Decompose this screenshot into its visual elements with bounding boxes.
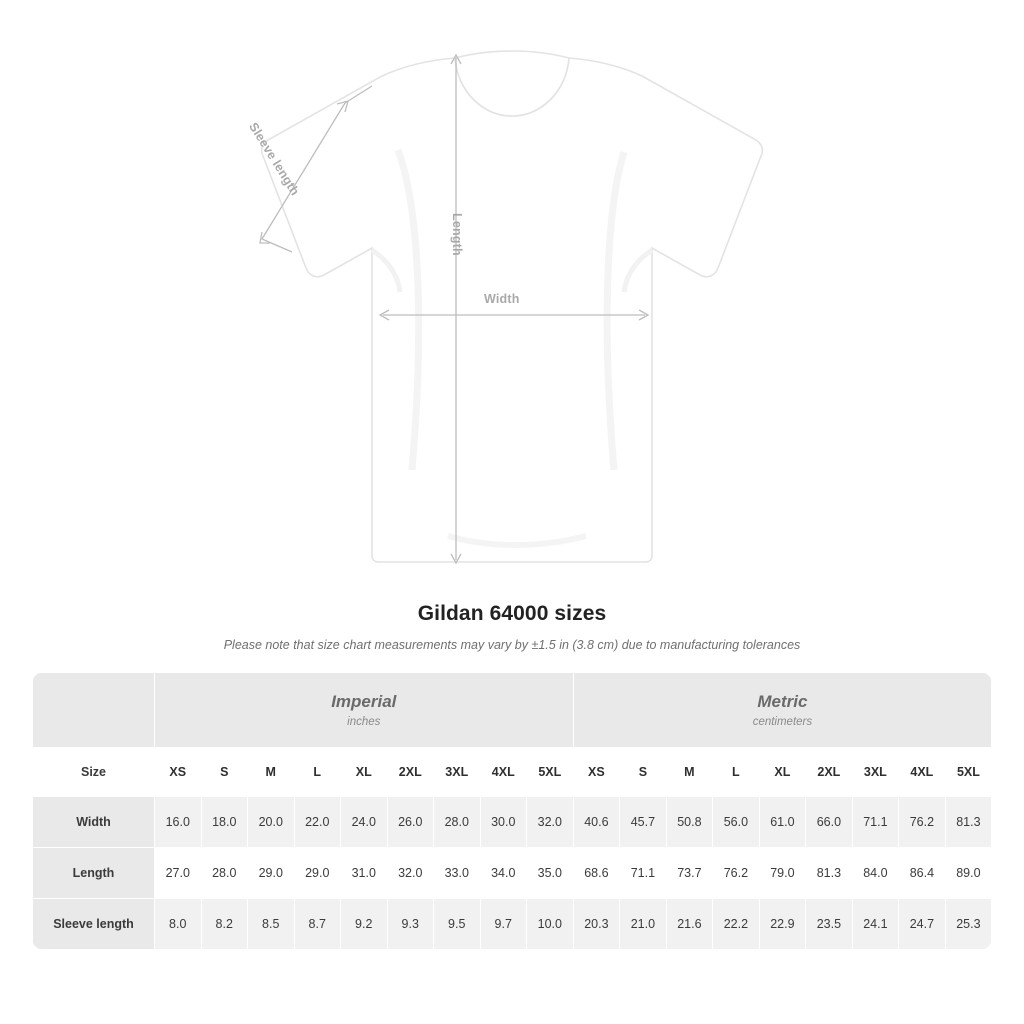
cell-value: 22.2 (713, 899, 760, 950)
table-corner-blank (33, 673, 155, 748)
cell-value: 71.1 (852, 797, 899, 848)
cell-value: 24.7 (899, 899, 946, 950)
cell-value: 32.0 (527, 797, 574, 848)
cell-value: 81.3 (945, 797, 992, 848)
width-label: Width (484, 292, 520, 306)
cell-value: 76.2 (899, 797, 946, 848)
size-header-cell: L (294, 748, 341, 797)
cell-value: 81.3 (806, 848, 853, 899)
size-header-cell: M (666, 748, 713, 797)
size-header-cell: XS (155, 748, 202, 797)
cell-value: 10.0 (527, 899, 574, 950)
cell-value: 28.0 (434, 797, 481, 848)
size-header-cell: XL (341, 748, 388, 797)
cell-value: 29.0 (294, 848, 341, 899)
cell-value: 68.6 (573, 848, 620, 899)
cell-value: 84.0 (852, 848, 899, 899)
cell-value: 8.0 (155, 899, 202, 950)
cell-value: 33.0 (434, 848, 481, 899)
size-header-cell: 4XL (480, 748, 527, 797)
unit-group-imperial (155, 673, 574, 748)
cell-value: 16.0 (155, 797, 202, 848)
cell-value: 20.0 (248, 797, 295, 848)
cell-value: 45.7 (620, 797, 667, 848)
size-header-cell: 3XL (434, 748, 481, 797)
size-header-cell: M (248, 748, 295, 797)
cell-value: 56.0 (713, 797, 760, 848)
size-header-cell: S (620, 748, 667, 797)
unit-group-imperial-sub: inches (347, 716, 381, 729)
size-header-cell: S (201, 748, 248, 797)
size-header-cell: 2XL (806, 748, 853, 797)
size-chart-table-wrap (32, 672, 992, 950)
cell-value: 8.2 (201, 899, 248, 950)
cell-value: 89.0 (945, 848, 992, 899)
cell-value: 9.2 (341, 899, 388, 950)
cell-value: 21.0 (620, 899, 667, 950)
size-header-cell: 5XL (527, 748, 574, 797)
cell-value: 22.9 (759, 899, 806, 950)
cell-value: 29.0 (248, 848, 295, 899)
size-header-cell: 4XL (899, 748, 946, 797)
size-header-cell: XS (573, 748, 620, 797)
cell-value: 9.7 (480, 899, 527, 950)
size-header-cell: L (713, 748, 760, 797)
cell-value: 18.0 (201, 797, 248, 848)
table-row (33, 848, 992, 899)
cell-value: 66.0 (806, 797, 853, 848)
cell-value: 8.5 (248, 899, 295, 950)
table-row (33, 797, 992, 848)
chart-note: Please note that size chart measurements may vary by ±1.5 in (3.8 cm) due to manufacturing tolerances (223, 638, 801, 652)
cell-value: 32.0 (387, 848, 434, 899)
size-chart-table (32, 672, 992, 950)
length-label: Length (450, 213, 464, 256)
cell-value: 27.0 (155, 848, 202, 899)
row-label-sleeve-length: Sleeve length (33, 899, 155, 950)
cell-value: 20.3 (573, 899, 620, 950)
cell-value: 9.3 (387, 899, 434, 950)
cell-value: 25.3 (945, 899, 992, 950)
cell-value: 61.0 (759, 797, 806, 848)
cell-value: 40.6 (573, 797, 620, 848)
sleeve-length-label: Sleeve length (246, 120, 303, 198)
table-row (33, 899, 992, 950)
cell-value: 30.0 (480, 797, 527, 848)
cell-value: 23.5 (806, 899, 853, 950)
unit-group-metric (573, 673, 992, 748)
cell-value: 86.4 (899, 848, 946, 899)
row-label-length: Length (33, 848, 155, 899)
cell-value: 8.7 (294, 899, 341, 950)
cell-value: 26.0 (387, 797, 434, 848)
cell-value: 22.0 (294, 797, 341, 848)
cell-value: 24.0 (341, 797, 388, 848)
cell-value: 21.6 (666, 899, 713, 950)
title-block (0, 602, 1024, 652)
row-label-width: Width (33, 797, 155, 848)
size-header-cell: 2XL (387, 748, 434, 797)
cell-value: 24.1 (852, 899, 899, 950)
cell-value: 31.0 (341, 848, 388, 899)
cell-value: 79.0 (759, 848, 806, 899)
cell-value: 35.0 (527, 848, 574, 899)
chart-title: Gildan 64000 sizes (417, 602, 607, 625)
cell-value: 76.2 (713, 848, 760, 899)
cell-value: 28.0 (201, 848, 248, 899)
unit-group-metric-name: Metric (757, 691, 808, 711)
cell-value: 50.8 (666, 797, 713, 848)
unit-header-row (33, 673, 992, 748)
size-header-row (33, 748, 992, 797)
unit-group-imperial-name: Imperial (331, 691, 397, 711)
cell-value: 71.1 (620, 848, 667, 899)
cell-value: 9.5 (434, 899, 481, 950)
size-header-cell: XL (759, 748, 806, 797)
size-header-label: Size (33, 748, 155, 797)
tshirt-shape (262, 51, 763, 562)
cell-value: 34.0 (480, 848, 527, 899)
size-header-cell: 5XL (945, 748, 992, 797)
size-header-cell: 3XL (852, 748, 899, 797)
unit-group-metric-sub: centimeters (752, 716, 813, 729)
cell-value: 73.7 (666, 848, 713, 899)
